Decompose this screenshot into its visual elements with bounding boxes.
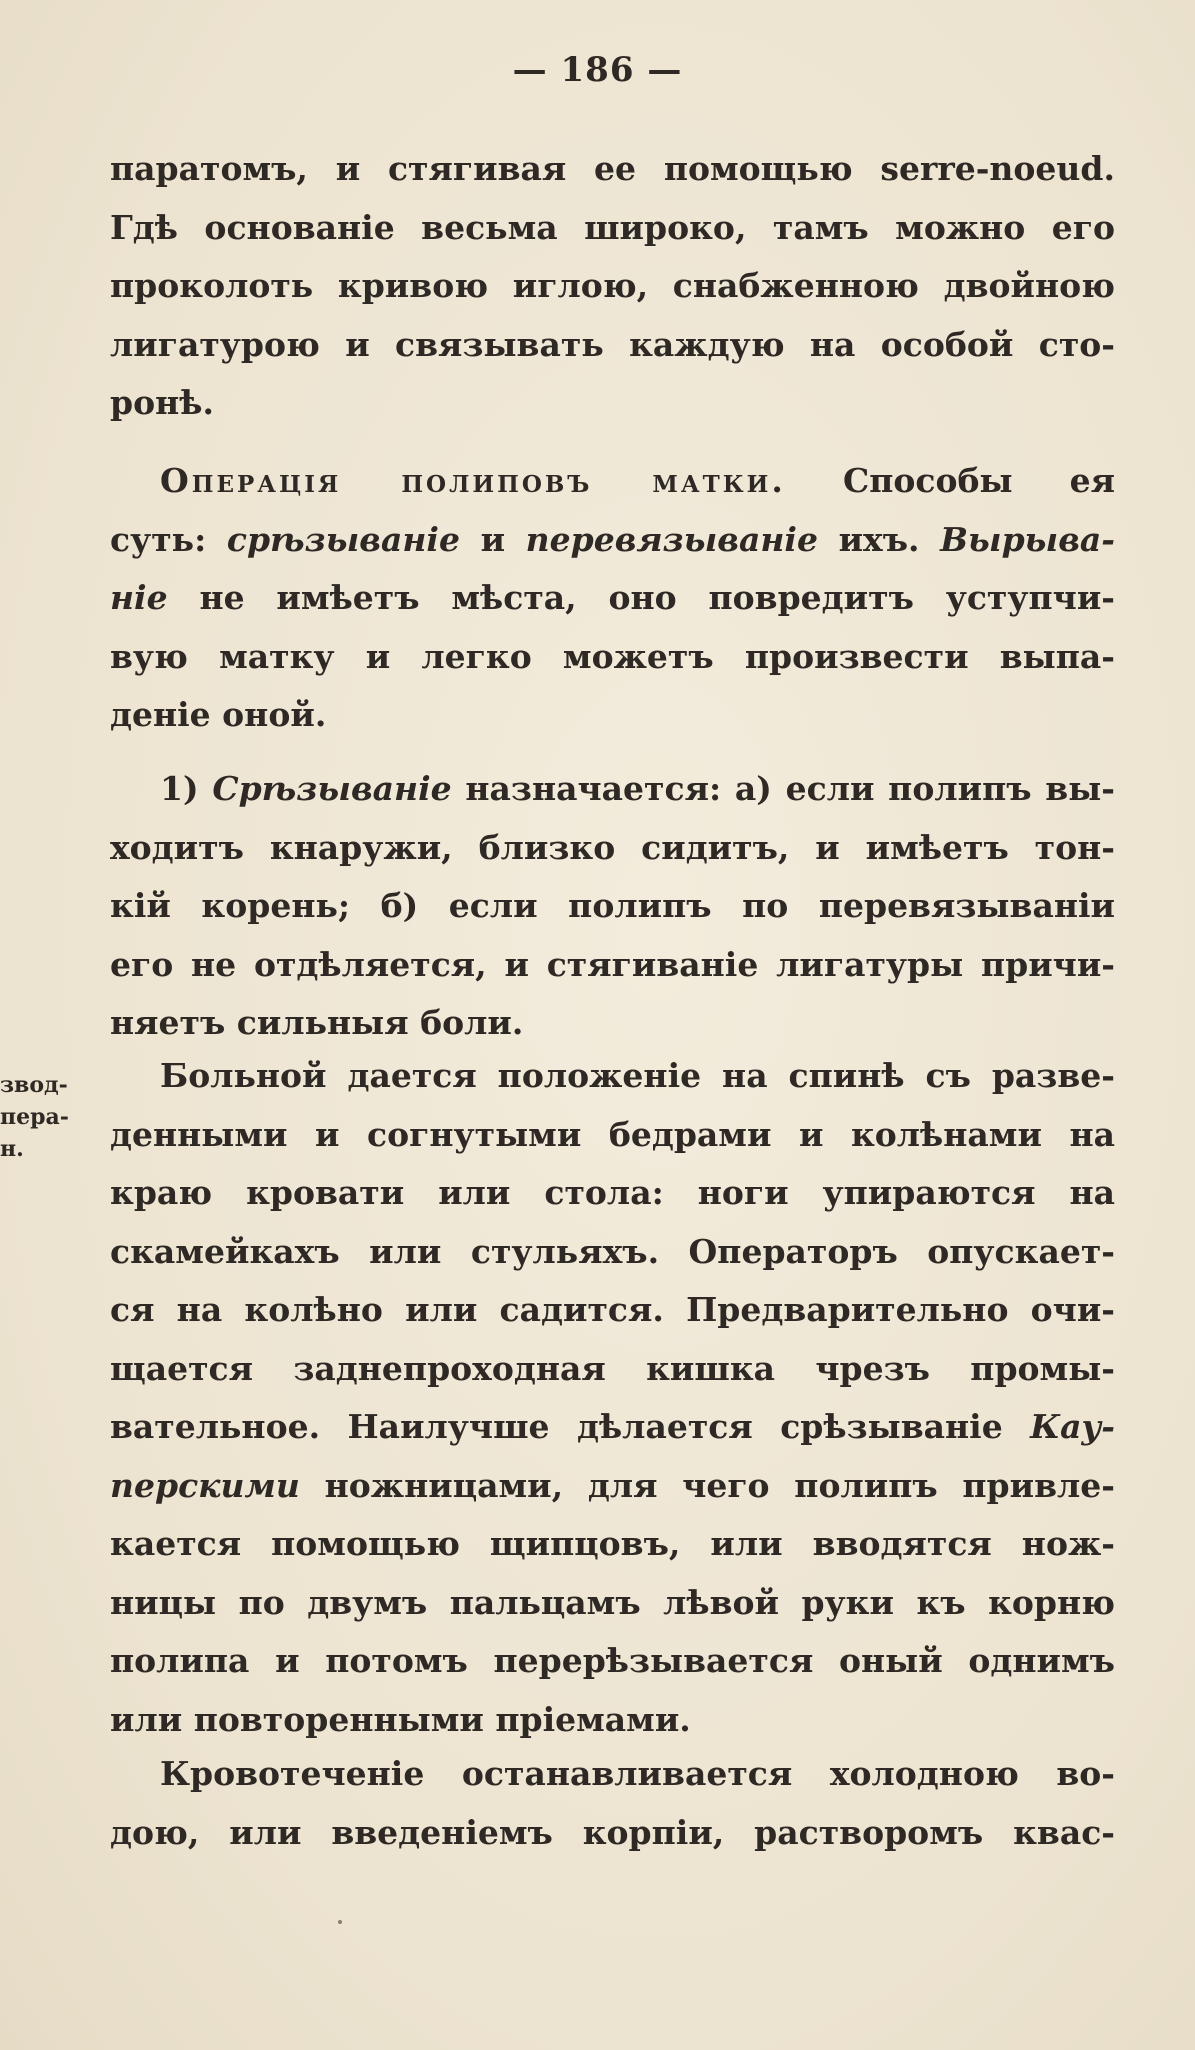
margin-note-line: н. (0, 1136, 24, 1162)
paper-speck (338, 1920, 342, 1924)
italic-term: ніе (110, 578, 168, 617)
margin-note-line: пера- (0, 1104, 69, 1130)
text-line: кій корень; б) если полипъ по перевязываніи (110, 886, 1115, 925)
text-span: назначается: а) если полипъ вы- (465, 769, 1115, 808)
text-span: Способы ея (842, 461, 1115, 500)
text-line: ницы по двумъ пальцамъ лѣвой руки къ корню (110, 1582, 1115, 1622)
text-line (110, 452, 1115, 511)
text-line: ронѣ. (110, 383, 214, 422)
text-line: щается заднепроходная кишка чрезъ промы- (110, 1348, 1115, 1388)
text-line: Кровотеченіе останавливается холодною во- (160, 1754, 1115, 1793)
italic-term: перевязываніе (525, 519, 818, 559)
text-line: няетъ сильныя боли. (110, 1003, 524, 1042)
text-line (110, 760, 1115, 819)
text-span: не имѣетъ мѣста, оно повредитъ уступчи- (199, 578, 1115, 617)
text-line: скамейкахъ или стульяхъ. Операторъ опускает- (110, 1231, 1115, 1271)
margin-note (0, 1069, 69, 1165)
text-line: его не отдѣляется, и стягиваніе лигатуры причи- (110, 944, 1115, 984)
text-line: вую матку и легко можетъ произвести выпа- (110, 636, 1115, 676)
text-line (110, 1398, 1115, 1457)
italic-term: срѣзываніе (226, 519, 460, 559)
text-line (110, 569, 1115, 628)
section-heading: Операція полиповъ матки. (160, 461, 786, 500)
text-line: кается помощью щипцовъ, или вводятся нож- (110, 1524, 1115, 1563)
paragraph-4 (110, 1047, 1115, 1749)
text-line: или повторенными пріемами. (110, 1699, 691, 1739)
text-line: Гдѣ основаніе весьма широко, тамъ можно его (110, 207, 1115, 247)
text-span: и (480, 519, 506, 559)
text-span: суть: (110, 519, 207, 559)
text-line: лигатурою и связывать каждую на особой сто- (110, 324, 1115, 364)
italic-term: Вырыва- (940, 519, 1116, 559)
text-span: ихъ. (838, 519, 920, 559)
text-line: деніе оной. (110, 695, 327, 734)
italic-term: Срѣзываніе (212, 769, 452, 808)
text-line: полипа и потомъ перерѣзывается оный однимъ (110, 1641, 1115, 1680)
text-line: дою, или введеніемъ корпіи, растворомъ квас- (110, 1812, 1115, 1852)
list-number: 1) (160, 769, 199, 808)
text-span: ножницами, для чего полипъ привле- (324, 1465, 1115, 1505)
margin-note-line: звод- (0, 1072, 68, 1098)
text-span: вательное. Наилучше дѣлается срѣзываніе (110, 1407, 1003, 1446)
paragraph-1 (110, 140, 1115, 433)
italic-term: Кау- (1030, 1407, 1115, 1446)
text-line: ся на колѣно или садится. Предварительно очи- (110, 1290, 1115, 1329)
paragraph-5 (110, 1745, 1115, 1862)
text-line: ходитъ кнаружи, близко сидитъ, и имѣетъ тон- (110, 827, 1115, 867)
text-line: краю кровати или стола: ноги упираются на (110, 1173, 1115, 1212)
italic-term: перскими (110, 1465, 300, 1505)
text-line: проколоть кривою иглою, снабженною двойною (110, 266, 1115, 305)
paragraph-2 (110, 452, 1115, 745)
paragraph-3 (110, 760, 1115, 1053)
page-number: — 186 — (512, 50, 683, 90)
text-line: денными и согнутыми бедрами и колѣнами на (110, 1114, 1115, 1154)
text-line (110, 511, 1115, 570)
text-line: паратомъ, и стягивая ее помощью serre-noeud. (110, 149, 1115, 188)
text-line (110, 1457, 1115, 1516)
text-line: Больной дается положеніе на спинѣ съ разве- (160, 1056, 1115, 1095)
